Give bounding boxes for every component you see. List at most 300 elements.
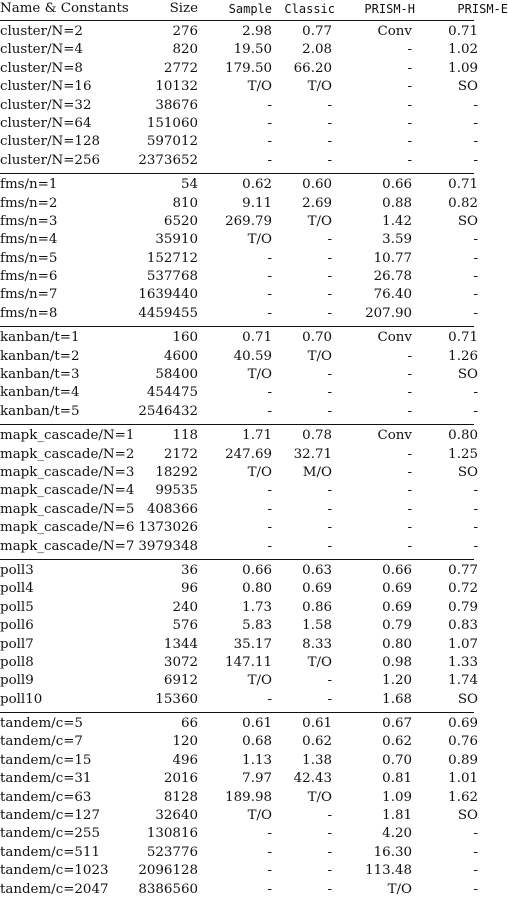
prism-e-cell: 0.89 bbox=[448, 752, 478, 768]
table-row bbox=[0, 231, 478, 249]
size-cell: 38676 bbox=[155, 97, 198, 113]
sample-cell: - bbox=[267, 691, 272, 707]
prism-e-cell: - bbox=[473, 520, 478, 536]
table-row bbox=[0, 176, 478, 194]
size-cell: 276 bbox=[172, 24, 198, 39]
header-classic: Classic bbox=[284, 2, 335, 16]
classic-cell: M/O bbox=[302, 464, 332, 480]
name-cell: kanban/t=2 bbox=[0, 348, 80, 364]
prism-e-cell: - bbox=[473, 134, 478, 150]
name-cell: cluster/N=16 bbox=[0, 79, 92, 95]
sample-cell: - bbox=[267, 269, 272, 285]
name-cell: mapk_cascade/N=6 bbox=[0, 520, 135, 536]
name-cell: fms/n=3 bbox=[0, 213, 58, 229]
prism-h-cell: - bbox=[407, 367, 412, 383]
table-row bbox=[0, 348, 478, 366]
prism-e-cell: 1.02 bbox=[448, 42, 478, 58]
classic-cell: T/O bbox=[307, 348, 332, 364]
prism-e-cell: 0.80 bbox=[448, 428, 478, 444]
group-separator bbox=[0, 173, 474, 174]
name-cell: tandem/c=1023 bbox=[0, 863, 109, 879]
sample-cell: - bbox=[267, 305, 272, 321]
name-cell: poll5 bbox=[0, 599, 34, 615]
sample-cell: T/O bbox=[247, 673, 272, 689]
size-cell: 2772 bbox=[163, 60, 198, 76]
size-cell: 120 bbox=[172, 734, 198, 750]
table-row bbox=[0, 752, 478, 770]
prism-h-cell: 1.20 bbox=[382, 673, 412, 689]
row-group bbox=[0, 562, 478, 709]
classic-cell: 66.20 bbox=[293, 60, 332, 76]
table-row bbox=[0, 286, 478, 304]
prism-h-cell: - bbox=[407, 446, 412, 462]
size-cell: 1639440 bbox=[138, 287, 198, 303]
name-cell: mapk_cascade/N=2 bbox=[0, 446, 135, 462]
sample-cell: 0.68 bbox=[242, 734, 272, 750]
table-row bbox=[0, 562, 478, 580]
table-row bbox=[0, 23, 478, 41]
prism-h-cell: - bbox=[407, 501, 412, 517]
name-cell: fms/n=8 bbox=[0, 305, 58, 321]
header-name: Name & Constants bbox=[0, 1, 129, 16]
prism-h-cell: 0.67 bbox=[382, 716, 412, 732]
table-row bbox=[0, 305, 478, 323]
sample-cell: 2.98 bbox=[242, 24, 272, 39]
prism-e-cell: 1.07 bbox=[448, 636, 478, 652]
table-row bbox=[0, 446, 478, 464]
classic-cell: - bbox=[327, 367, 332, 383]
size-cell: 2373652 bbox=[138, 152, 198, 168]
prism-h-cell: 0.62 bbox=[382, 734, 412, 750]
sample-cell: 1.73 bbox=[242, 599, 272, 615]
table-row bbox=[0, 617, 478, 635]
prism-e-cell: SO bbox=[457, 808, 478, 824]
classic-cell: 0.86 bbox=[302, 599, 332, 615]
header-sample: Sample bbox=[228, 2, 272, 16]
prism-h-cell: 1.42 bbox=[382, 213, 412, 229]
classic-cell: 0.60 bbox=[302, 177, 332, 193]
sample-cell: T/O bbox=[247, 367, 272, 383]
prism-h-cell: - bbox=[407, 348, 412, 364]
sample-cell: - bbox=[267, 826, 272, 842]
header-prism-h: PRISM-H bbox=[364, 2, 415, 16]
prism-h-cell: 3.59 bbox=[382, 232, 412, 248]
prism-e-cell: - bbox=[473, 403, 478, 419]
table-row bbox=[0, 427, 478, 445]
prism-h-cell: 76.40 bbox=[373, 287, 412, 303]
classic-cell: - bbox=[327, 385, 332, 401]
prism-h-cell: 0.98 bbox=[382, 654, 412, 670]
classic-cell: 0.62 bbox=[302, 734, 332, 750]
table-row bbox=[0, 78, 478, 96]
name-cell: cluster/N=8 bbox=[0, 60, 83, 76]
sample-cell: - bbox=[267, 385, 272, 401]
prism-e-cell: 0.79 bbox=[448, 599, 478, 615]
table-row bbox=[0, 60, 478, 78]
name-cell: fms/n=2 bbox=[0, 195, 58, 211]
prism-h-cell: - bbox=[407, 115, 412, 131]
size-cell: 496 bbox=[172, 752, 198, 768]
table-row bbox=[0, 844, 478, 862]
sample-cell: - bbox=[267, 152, 272, 168]
prism-h-cell: 0.70 bbox=[382, 752, 412, 768]
name-cell: tandem/c=63 bbox=[0, 789, 92, 805]
name-cell: tandem/c=2047 bbox=[0, 881, 109, 897]
table-row bbox=[0, 807, 478, 825]
prism-h-cell: 10.77 bbox=[373, 250, 412, 266]
prism-h-cell: 26.78 bbox=[373, 269, 412, 285]
prism-h-cell: 0.80 bbox=[382, 636, 412, 652]
size-cell: 96 bbox=[180, 581, 198, 597]
sample-cell: - bbox=[267, 287, 272, 303]
name-cell: tandem/c=31 bbox=[0, 771, 92, 787]
name-cell: poll10 bbox=[0, 691, 43, 707]
prism-e-cell: 1.26 bbox=[448, 348, 478, 364]
prism-h-cell: Conv bbox=[377, 428, 412, 444]
size-cell: 4459455 bbox=[138, 305, 198, 321]
sample-cell: T/O bbox=[247, 232, 272, 248]
prism-h-cell: - bbox=[407, 79, 412, 95]
sample-cell: 147.11 bbox=[225, 654, 272, 670]
sample-cell: - bbox=[267, 115, 272, 131]
classic-cell: - bbox=[327, 881, 332, 897]
prism-e-cell: - bbox=[473, 501, 478, 517]
table-row bbox=[0, 41, 478, 59]
size-cell: 8128 bbox=[163, 789, 198, 805]
name-cell: cluster/N=2 bbox=[0, 24, 83, 39]
sample-cell: 189.98 bbox=[225, 789, 272, 805]
table-row bbox=[0, 733, 478, 751]
size-cell: 597012 bbox=[146, 134, 198, 150]
name-cell: poll8 bbox=[0, 654, 34, 670]
group-separator bbox=[0, 559, 474, 560]
table-row bbox=[0, 672, 478, 690]
prism-e-cell: - bbox=[473, 385, 478, 401]
size-cell: 3072 bbox=[163, 654, 198, 670]
prism-e-cell: 1.09 bbox=[448, 60, 478, 76]
prism-e-cell: - bbox=[473, 863, 478, 879]
prism-h-cell: T/O bbox=[387, 881, 412, 897]
prism-e-cell: 0.82 bbox=[448, 195, 478, 211]
prism-h-cell: 0.79 bbox=[382, 618, 412, 634]
size-cell: 35910 bbox=[155, 232, 198, 248]
size-cell: 160 bbox=[172, 330, 198, 346]
size-cell: 240 bbox=[172, 599, 198, 615]
prism-h-cell: Conv bbox=[377, 330, 412, 346]
sample-cell: 35.17 bbox=[233, 636, 272, 652]
prism-e-cell: - bbox=[473, 287, 478, 303]
prism-h-cell: - bbox=[407, 538, 412, 554]
prism-e-cell: - bbox=[473, 305, 478, 321]
sample-cell: - bbox=[267, 97, 272, 113]
table-row bbox=[0, 501, 478, 519]
name-cell: poll7 bbox=[0, 636, 34, 652]
classic-cell: - bbox=[327, 691, 332, 707]
name-cell: mapk_cascade/N=1 bbox=[0, 428, 135, 444]
classic-cell: - bbox=[327, 269, 332, 285]
classic-cell: - bbox=[327, 520, 332, 536]
name-cell: cluster/N=4 bbox=[0, 42, 83, 58]
size-cell: 2546432 bbox=[138, 403, 198, 419]
name-cell: cluster/N=128 bbox=[0, 134, 100, 150]
table-row bbox=[0, 152, 478, 170]
prism-e-cell: - bbox=[473, 152, 478, 168]
name-cell: tandem/c=511 bbox=[0, 844, 100, 860]
size-cell: 8386560 bbox=[138, 881, 198, 897]
prism-e-cell: SO bbox=[457, 464, 478, 480]
table-row bbox=[0, 384, 478, 402]
classic-cell: - bbox=[327, 287, 332, 303]
size-cell: 58400 bbox=[155, 367, 198, 383]
prism-e-cell: - bbox=[473, 826, 478, 842]
sample-cell: 5.83 bbox=[242, 618, 272, 634]
prism-e-cell: - bbox=[473, 232, 478, 248]
size-cell: 1373026 bbox=[138, 520, 198, 536]
prism-e-cell: 1.33 bbox=[448, 654, 478, 670]
sample-cell: - bbox=[267, 250, 272, 266]
table-row bbox=[0, 580, 478, 598]
prism-e-cell: - bbox=[473, 881, 478, 897]
prism-e-cell: - bbox=[473, 250, 478, 266]
classic-cell: 0.69 bbox=[302, 581, 332, 597]
prism-h-cell: - bbox=[407, 385, 412, 401]
prism-e-cell: 0.71 bbox=[448, 330, 478, 346]
prism-h-cell: - bbox=[407, 60, 412, 76]
name-cell: poll9 bbox=[0, 673, 34, 689]
classic-cell: - bbox=[327, 863, 332, 879]
prism-e-cell: SO bbox=[457, 79, 478, 95]
prism-e-cell: - bbox=[473, 97, 478, 113]
prism-e-cell: - bbox=[473, 844, 478, 860]
row-group bbox=[0, 715, 478, 899]
prism-h-cell: 1.81 bbox=[382, 808, 412, 824]
prism-h-cell: 0.88 bbox=[382, 195, 412, 211]
name-cell: tandem/c=255 bbox=[0, 826, 100, 842]
sample-cell: T/O bbox=[247, 808, 272, 824]
classic-cell: 2.08 bbox=[302, 42, 332, 58]
classic-cell: - bbox=[327, 673, 332, 689]
table-row bbox=[0, 519, 478, 537]
classic-cell: - bbox=[327, 97, 332, 113]
name-cell: fms/n=7 bbox=[0, 287, 58, 303]
classic-cell: - bbox=[327, 538, 332, 554]
classic-cell: - bbox=[327, 250, 332, 266]
prism-h-cell: 4.20 bbox=[382, 826, 412, 842]
group-separator bbox=[0, 326, 474, 327]
classic-cell: 2.69 bbox=[302, 195, 332, 211]
prism-e-cell: 0.83 bbox=[448, 618, 478, 634]
size-cell: 10132 bbox=[155, 79, 198, 95]
size-cell: 408366 bbox=[146, 501, 198, 517]
table-body bbox=[0, 23, 478, 899]
prism-h-cell: - bbox=[407, 134, 412, 150]
sample-cell: - bbox=[267, 863, 272, 879]
prism-h-cell: - bbox=[407, 464, 412, 480]
name-cell: kanban/t=5 bbox=[0, 403, 80, 419]
table-row bbox=[0, 862, 478, 880]
size-cell: 3979348 bbox=[138, 538, 198, 554]
prism-e-cell: - bbox=[473, 269, 478, 285]
sample-cell: 0.80 bbox=[242, 581, 272, 597]
prism-h-cell: - bbox=[407, 97, 412, 113]
classic-cell: - bbox=[327, 483, 332, 499]
size-cell: 130816 bbox=[146, 826, 198, 842]
name-cell: poll3 bbox=[0, 562, 34, 578]
table-row bbox=[0, 213, 478, 231]
table-row bbox=[0, 538, 478, 556]
sample-cell: - bbox=[267, 134, 272, 150]
classic-cell: T/O bbox=[307, 654, 332, 670]
prism-h-cell: 0.81 bbox=[382, 771, 412, 787]
name-cell: poll4 bbox=[0, 581, 34, 597]
size-cell: 18292 bbox=[155, 464, 198, 480]
table-row bbox=[0, 329, 478, 347]
classic-cell: 0.78 bbox=[302, 428, 332, 444]
prism-h-cell: 113.48 bbox=[365, 863, 412, 879]
prism-h-cell: 0.66 bbox=[382, 562, 412, 578]
size-cell: 2096128 bbox=[138, 863, 198, 879]
prism-e-cell: SO bbox=[457, 213, 478, 229]
classic-cell: 32.71 bbox=[293, 446, 332, 462]
name-cell: mapk_cascade/N=5 bbox=[0, 501, 135, 517]
size-cell: 152712 bbox=[146, 250, 198, 266]
classic-cell: 8.33 bbox=[302, 636, 332, 652]
prism-h-cell: 0.69 bbox=[382, 599, 412, 615]
row-group bbox=[0, 329, 478, 421]
sample-cell: - bbox=[267, 881, 272, 897]
classic-cell: - bbox=[327, 305, 332, 321]
prism-e-cell: 0.71 bbox=[448, 177, 478, 193]
row-group bbox=[0, 23, 478, 170]
sample-cell: - bbox=[267, 501, 272, 517]
classic-cell: 1.58 bbox=[302, 618, 332, 634]
sample-cell: T/O bbox=[247, 464, 272, 480]
sample-cell: 40.59 bbox=[233, 348, 272, 364]
prism-e-cell: 0.69 bbox=[448, 716, 478, 732]
prism-h-cell: 207.90 bbox=[365, 305, 412, 321]
name-cell: mapk_cascade/N=4 bbox=[0, 483, 135, 499]
sample-cell: - bbox=[267, 538, 272, 554]
size-cell: 32640 bbox=[155, 808, 198, 824]
table-row bbox=[0, 268, 478, 286]
classic-cell: 0.77 bbox=[302, 24, 332, 39]
classic-cell: 0.63 bbox=[302, 562, 332, 578]
sample-cell: 179.50 bbox=[225, 60, 272, 76]
prism-e-cell: SO bbox=[457, 367, 478, 383]
sample-cell: 0.61 bbox=[242, 716, 272, 732]
row-group bbox=[0, 176, 478, 323]
size-cell: 454475 bbox=[146, 385, 198, 401]
sample-cell: 1.13 bbox=[242, 752, 272, 768]
table-row bbox=[0, 133, 478, 151]
size-cell: 2016 bbox=[163, 771, 198, 787]
sample-cell: 7.97 bbox=[242, 771, 272, 787]
group-separator bbox=[0, 712, 474, 713]
classic-cell: - bbox=[327, 232, 332, 248]
table-row bbox=[0, 97, 478, 115]
size-cell: 810 bbox=[172, 195, 198, 211]
size-cell: 118 bbox=[172, 428, 198, 444]
prism-e-cell: 1.25 bbox=[448, 446, 478, 462]
sample-cell: - bbox=[267, 483, 272, 499]
name-cell: cluster/N=32 bbox=[0, 97, 92, 113]
prism-e-cell: 1.01 bbox=[448, 771, 478, 787]
classic-cell: T/O bbox=[307, 79, 332, 95]
header-row bbox=[0, 0, 508, 20]
size-cell: 151060 bbox=[146, 115, 198, 131]
table-row bbox=[0, 599, 478, 617]
size-cell: 6520 bbox=[163, 213, 198, 229]
sample-cell: - bbox=[267, 844, 272, 860]
prism-h-cell: - bbox=[407, 403, 412, 419]
prism-h-cell: 0.66 bbox=[382, 177, 412, 193]
prism-e-cell: SO bbox=[457, 691, 478, 707]
size-cell: 66 bbox=[180, 716, 198, 732]
name-cell: tandem/c=127 bbox=[0, 808, 100, 824]
table-row bbox=[0, 115, 478, 133]
sample-cell: 269.79 bbox=[225, 213, 272, 229]
table-row bbox=[0, 881, 478, 899]
prism-e-cell: 0.76 bbox=[448, 734, 478, 750]
sample-cell: - bbox=[267, 403, 272, 419]
size-cell: 1344 bbox=[163, 636, 198, 652]
prism-h-cell: - bbox=[407, 42, 412, 58]
classic-cell: 0.70 bbox=[302, 330, 332, 346]
name-cell: mapk_cascade/N=7 bbox=[0, 538, 135, 554]
header-rule bbox=[0, 20, 474, 21]
prism-e-cell: 0.72 bbox=[448, 581, 478, 597]
size-cell: 2172 bbox=[163, 446, 198, 462]
size-cell: 99535 bbox=[155, 483, 198, 499]
name-cell: tandem/c=5 bbox=[0, 716, 83, 732]
table-row bbox=[0, 464, 478, 482]
prism-e-cell: 0.71 bbox=[448, 24, 478, 39]
name-cell: tandem/c=15 bbox=[0, 752, 92, 768]
name-cell: cluster/N=64 bbox=[0, 115, 92, 131]
sample-cell: 247.69 bbox=[225, 446, 272, 462]
prism-h-cell: - bbox=[407, 152, 412, 168]
name-cell: fms/n=5 bbox=[0, 250, 58, 266]
classic-cell: - bbox=[327, 844, 332, 860]
name-cell: kanban/t=4 bbox=[0, 385, 80, 401]
prism-e-cell: - bbox=[473, 538, 478, 554]
sample-cell: 1.71 bbox=[242, 428, 272, 444]
sample-cell: 0.62 bbox=[242, 177, 272, 193]
name-cell: fms/n=4 bbox=[0, 232, 58, 248]
classic-cell: T/O bbox=[307, 789, 332, 805]
classic-cell: - bbox=[327, 826, 332, 842]
size-cell: 576 bbox=[172, 618, 198, 634]
table-row bbox=[0, 250, 478, 268]
size-cell: 523776 bbox=[146, 844, 198, 860]
table-row bbox=[0, 654, 478, 672]
classic-cell: - bbox=[327, 115, 332, 131]
classic-cell: T/O bbox=[307, 213, 332, 229]
classic-cell: - bbox=[327, 403, 332, 419]
prism-h-cell: - bbox=[407, 483, 412, 499]
table-row bbox=[0, 366, 478, 384]
name-cell: fms/n=6 bbox=[0, 269, 58, 285]
row-group bbox=[0, 427, 478, 556]
prism-e-cell: 0.77 bbox=[448, 562, 478, 578]
prism-e-cell: - bbox=[473, 115, 478, 131]
table-row bbox=[0, 825, 478, 843]
table-row bbox=[0, 195, 478, 213]
classic-cell: 0.61 bbox=[302, 716, 332, 732]
name-cell: mapk_cascade/N=3 bbox=[0, 464, 135, 480]
classic-cell: - bbox=[327, 152, 332, 168]
table-row bbox=[0, 789, 478, 807]
